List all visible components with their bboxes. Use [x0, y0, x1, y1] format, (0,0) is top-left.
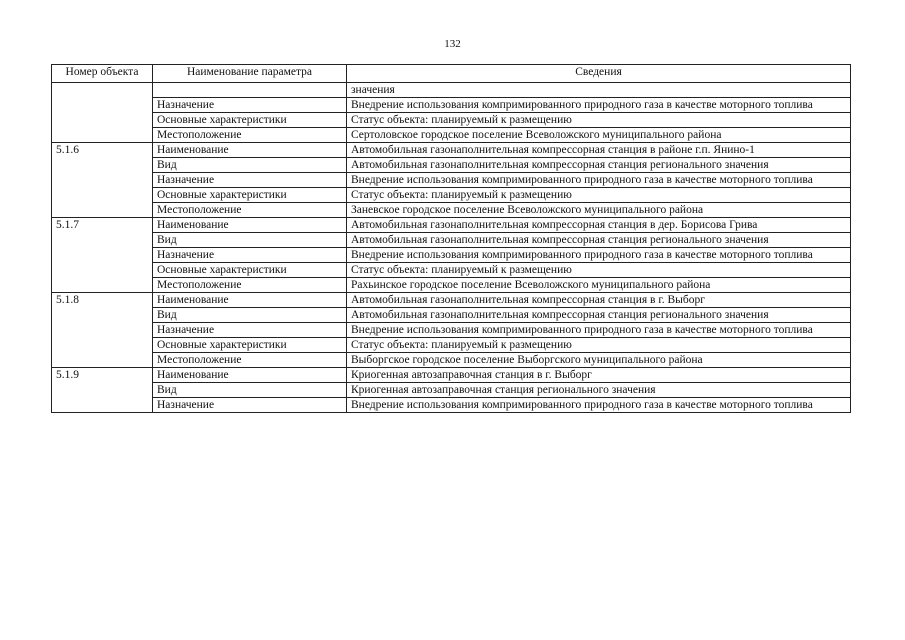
parameter-name-cell: Местоположение: [153, 278, 347, 293]
details-cell: Внедрение использования компримированного природного газа в качестве моторного топлива: [347, 98, 851, 113]
table-row: [52, 203, 851, 218]
table-row: [52, 113, 851, 128]
details-cell: Автомобильная газонаполнительная компрессорная станция регионального значения: [347, 158, 851, 173]
details-cell: Заневское городское поселение Всеволожского муниципального района: [347, 203, 851, 218]
parameter-name-cell: Местоположение: [153, 203, 347, 218]
table-header: [52, 65, 851, 83]
table-row: [52, 158, 851, 173]
table-header-row: [52, 65, 851, 83]
table-row: [52, 83, 851, 98]
table-row: [52, 248, 851, 263]
parameter-name-cell: Назначение: [153, 98, 347, 113]
parameter-name-cell: Наименование: [153, 293, 347, 308]
details-cell: Статус объекта: планируемый к размещению: [347, 338, 851, 353]
table-row: [52, 188, 851, 203]
details-cell: Автомобильная газонаполнительная компрессорная станция в г. Выборг: [347, 293, 851, 308]
table-row: [52, 338, 851, 353]
object-number-cell: 5.1.7: [52, 218, 153, 293]
details-cell: Статус объекта: планируемый к размещению: [347, 263, 851, 278]
parameter-name-cell: Назначение: [153, 248, 347, 263]
parameter-name-cell: Основные характеристики: [153, 113, 347, 128]
details-cell: Автомобильная газонаполнительная компрессорная станция в районе г.п. Янино-1: [347, 143, 851, 158]
object-number-cell: [52, 83, 153, 143]
parameter-name-cell: Назначение: [153, 173, 347, 188]
details-cell: Внедрение использования компримированного природного газа в качестве моторного топлива: [347, 398, 851, 413]
details-cell: Внедрение использования компримированного природного газа в качестве моторного топлива: [347, 323, 851, 338]
header-object-number: Номер объекта: [52, 65, 153, 83]
parameter-name-cell: Вид: [153, 308, 347, 323]
table-row: [52, 383, 851, 398]
parameter-name-cell: Наименование: [153, 368, 347, 383]
details-cell: Статус объекта: планируемый к размещению: [347, 188, 851, 203]
table-row: [52, 128, 851, 143]
table-row: [52, 353, 851, 368]
details-cell: Внедрение использования компримированного природного газа в качестве моторного топлива: [347, 248, 851, 263]
parameter-name-cell: Назначение: [153, 323, 347, 338]
table-body: [52, 83, 851, 413]
object-number-cell: 5.1.8: [52, 293, 153, 368]
details-cell: Внедрение использования компримированного природного газа в качестве моторного топлива: [347, 173, 851, 188]
object-number-cell: 5.1.9: [52, 368, 153, 413]
table-row: [52, 278, 851, 293]
details-cell: Рахьинское городское поселение Всеволожского муниципального района: [347, 278, 851, 293]
parameter-name-cell: Наименование: [153, 218, 347, 233]
table-row: [52, 293, 851, 308]
details-cell: значения: [347, 83, 851, 98]
details-cell: Статус объекта: планируемый к размещению: [347, 113, 851, 128]
details-cell: Криогенная автозаправочная станция в г. Выборг: [347, 368, 851, 383]
parameter-name-cell: Вид: [153, 383, 347, 398]
parameter-name-cell: Местоположение: [153, 353, 347, 368]
table-row: [52, 263, 851, 278]
details-cell: Автомобильная газонаполнительная компрессорная станция регионального значения: [347, 233, 851, 248]
table-row: [52, 323, 851, 338]
objects-table: [51, 64, 851, 413]
parameter-name-cell: Основные характеристики: [153, 188, 347, 203]
header-parameter-name: Наименование параметра: [153, 65, 347, 83]
parameter-name-cell: Основные характеристики: [153, 338, 347, 353]
details-cell: Сертоловское городское поселение Всеволожского муниципального района: [347, 128, 851, 143]
details-cell: Автомобильная газонаполнительная компрессорная станция регионального значения: [347, 308, 851, 323]
details-cell: Криогенная автозаправочная станция регионального значения: [347, 383, 851, 398]
parameter-name-cell: Основные характеристики: [153, 263, 347, 278]
table-row: [52, 308, 851, 323]
parameter-name-cell: Назначение: [153, 398, 347, 413]
parameter-name-cell: Вид: [153, 158, 347, 173]
table-row: [52, 233, 851, 248]
parameter-name-cell: [153, 83, 347, 98]
parameter-name-cell: Наименование: [153, 143, 347, 158]
object-number-cell: 5.1.6: [52, 143, 153, 218]
table-row: [52, 368, 851, 383]
table-row: [52, 218, 851, 233]
parameter-name-cell: Местоположение: [153, 128, 347, 143]
header-details: Сведения: [347, 65, 851, 83]
details-cell: Автомобильная газонаполнительная компрессорная станция в дер. Борисова Грива: [347, 218, 851, 233]
table-row: [52, 173, 851, 188]
page-number: 132: [444, 38, 461, 50]
details-cell: Выборгское городское поселение Выборгского муниципального района: [347, 353, 851, 368]
parameter-name-cell: Вид: [153, 233, 347, 248]
table-row: [52, 98, 851, 113]
table-row: [52, 143, 851, 158]
table-row: [52, 398, 851, 413]
